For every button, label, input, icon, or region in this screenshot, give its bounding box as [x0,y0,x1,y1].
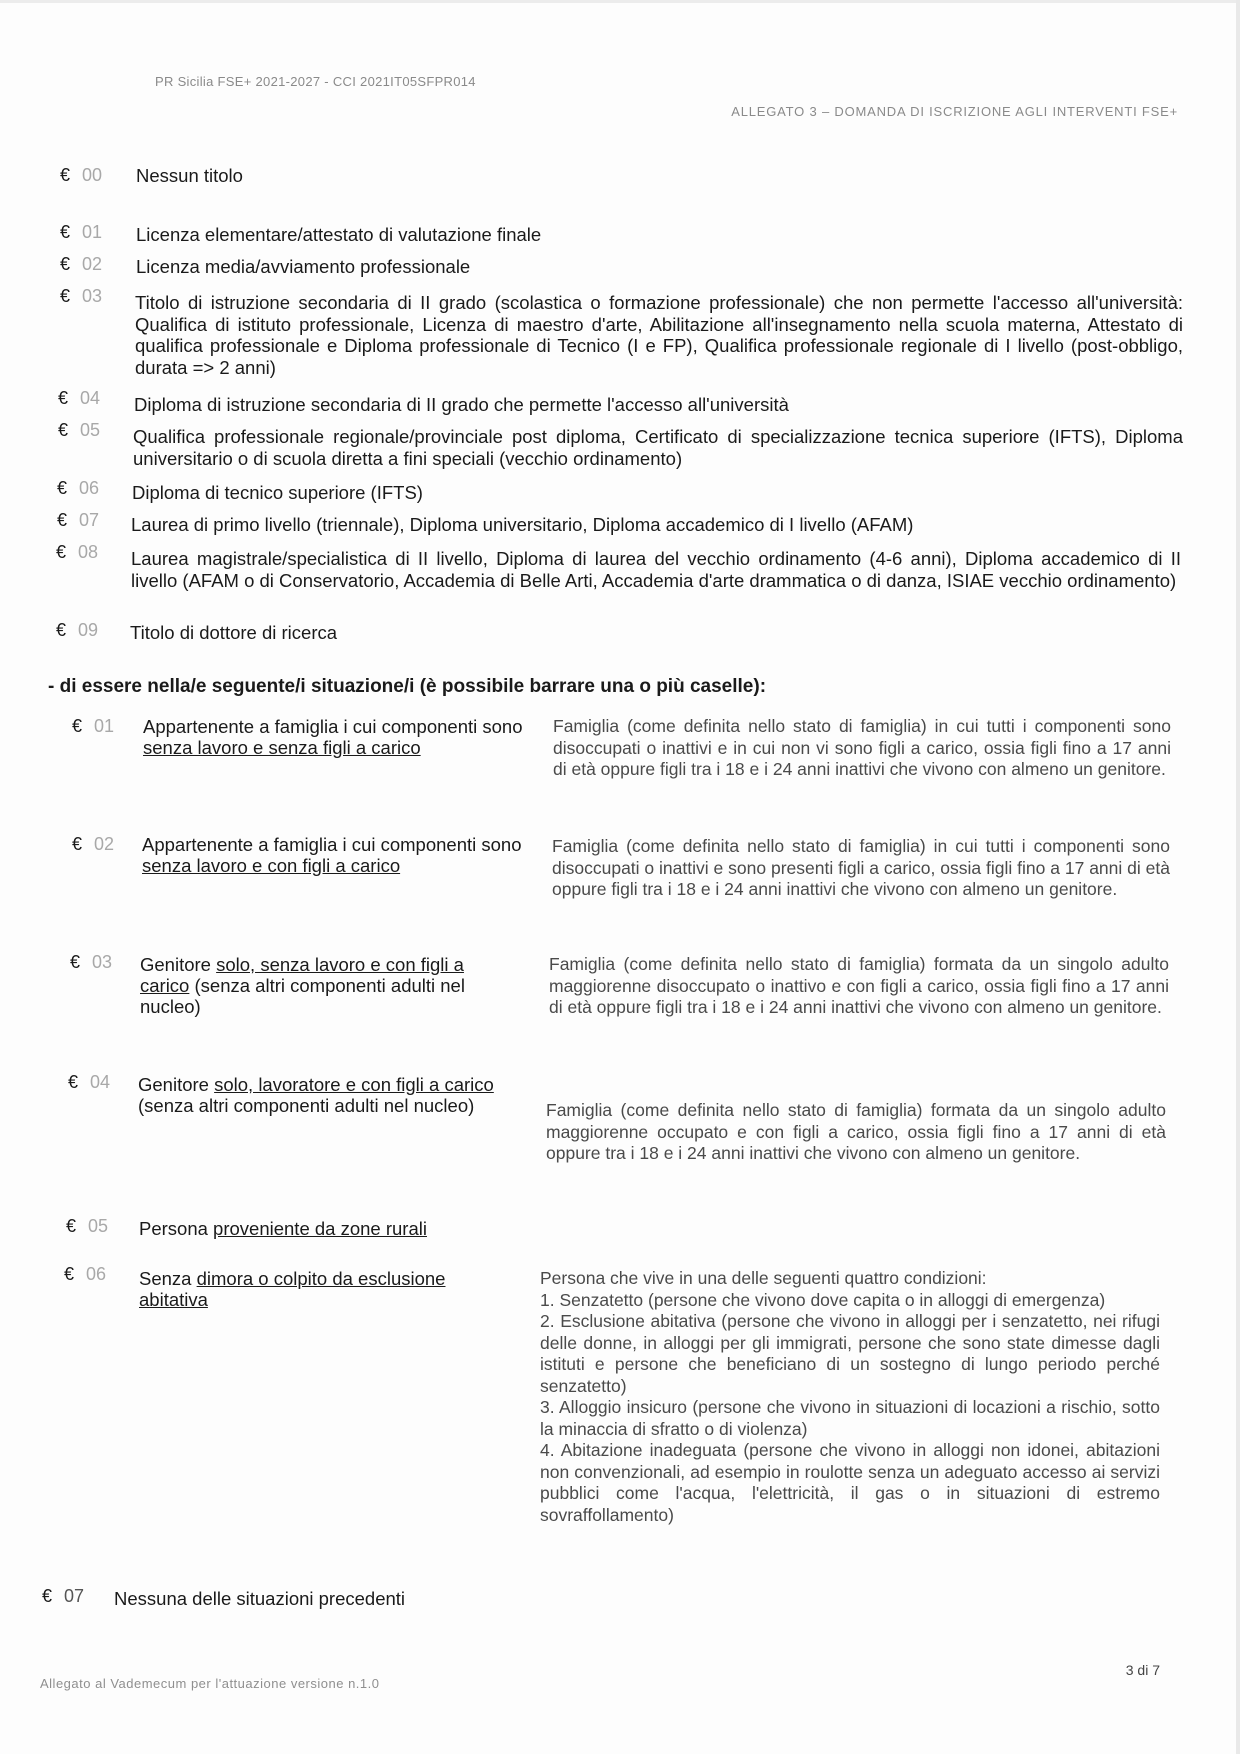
edu-option-text: Laurea di primo livello (triennale), Diploma universitario, Diploma accademico di I livello (AFAM) [131,514,914,535]
option-code: 01 [94,716,115,736]
option-code: 07 [79,510,100,530]
checkbox-edu-09[interactable] [56,620,98,641]
edu-option-text: Titolo di dottore di ricerca [130,622,338,643]
homeless-condition-2: 2. Esclusione abitativa (persone che vivono in alloggi per i senzatetto, nei rifugi delle donne, in alloggi per gli immigrati, persone che sono state dimesse dagli istituti e persone che beneficiano di un sostegno di lungo periodo perché senzatetto) [540,1311,1160,1396]
situation-label: Genitore solo, lavoratore e con figli a carico (senza altri componenti adulti nel nucleo) [138,1074,494,1116]
edu-option-text: Nessun titolo [136,165,243,186]
checkbox-symbol: € [58,420,69,440]
checkbox-edu-05[interactable] [58,420,100,441]
header-attachment-title: ALLEGATO 3 – DOMANDA DI ISCRIZIONE AGLI INTERVENTI FSE+ [731,104,1178,119]
checkbox-symbol: € [64,1264,75,1284]
option-code: 03 [82,286,103,306]
checkbox-edu-08[interactable] [56,542,98,563]
homeless-condition-1: 1. Senzatetto (persone che vivono dove capita o in alloggi di emergenza) [540,1289,1106,1310]
checkbox-symbol: € [72,716,83,736]
footer-note: Allegato al Vademecum per l'attuazione versione n.1.0 [40,1676,380,1691]
edu-option-text: Licenza elementare/attestato di valutazione finale [136,224,542,245]
option-code: 08 [78,542,99,562]
option-code: 04 [80,388,101,408]
checkbox-edu-02[interactable] [60,254,102,275]
checkbox-symbol: € [56,542,67,562]
option-code: 04 [90,1072,111,1092]
homeless-condition-4: 4. Abitazione inadeguata (persone che vivono in alloggi non idonei, abitazioni non convenzionali, ad esempio in roulotte senza un adeguato accesso ai servizi pubblici come l'acqua, l'elettricità, il gas o in situazioni di estremo sovraffollamento) [540,1440,1160,1525]
situation-description: Famiglia (come definita nello stato di famiglia) in cui tutti i componenti sono disoccupati o inattivi e in cui non vi sono figli a carico, ossia figli fino a 17 anni di età oppure figli tra i 18 e i 24 anni inattivi che vivono con almeno un genitore. [553,716,1171,779]
homeless-condition-3: 3. Alloggio insicuro (persone che vivono in situazioni di locazioni a rischio, sotto la minaccia di sfratto o di violenza) [540,1397,1160,1439]
checkbox-symbol: € [70,952,81,972]
checkbox-symbol: € [66,1216,77,1236]
checkbox-edu-00[interactable] [60,165,102,186]
checkbox-symbol: € [68,1072,79,1092]
checkbox-symbol: € [56,620,67,640]
option-code: 06 [79,478,100,498]
option-code: 05 [88,1216,109,1236]
edu-option-text: Licenza media/avviamento professionale [136,256,471,277]
checkbox-symbol: € [60,254,71,274]
edu-option-text: Titolo di istruzione secondaria di II grado (scolastica o formazione professionale) che non permette l'accesso all'università: Qualifica di istituto professionale, Licenza di maestro d'arte, Abilitazione all'insegnamento nella scuola materna, Attestato di qualifica professionale e Diploma professionale di Tecnico (I e FP), Qualifica professionale regionale di I livello (post-obbligo, durata => 2 anni) [135,292,1183,378]
situation-label: Senza dimora o colpito da esclusione abitativa [139,1268,446,1310]
situation-label: Persona proveniente da zone rurali [139,1218,427,1239]
situation-label: Appartenente a famiglia i cui componenti sono senza lavoro e con figli a carico [142,834,522,876]
option-code: 06 [86,1264,107,1284]
option-code: 09 [78,620,99,640]
option-code: 07 [64,1586,85,1606]
option-code: 05 [80,420,101,440]
option-code: 00 [82,165,103,185]
checkbox-edu-07[interactable] [57,510,99,531]
situation-label: Genitore solo, senza lavoro e con figli a carico (senza altri componenti adulti nel nucleo) [140,954,465,1017]
checkbox-symbol: € [58,388,69,408]
checkbox-edu-04[interactable] [58,388,100,409]
checkbox-symbol: € [57,510,68,530]
checkbox-symbol: € [57,478,68,498]
checkbox-sit-06[interactable] [64,1264,106,1285]
checkbox-sit-05[interactable] [66,1216,108,1237]
checkbox-sit-03[interactable] [70,952,112,973]
checkbox-symbol: € [42,1586,53,1606]
scan-top-edge [0,0,1240,3]
checkbox-sit-02[interactable] [72,834,114,855]
checkbox-symbol: € [60,222,71,242]
situation-label: Appartenente a famiglia i cui componenti sono senza lavoro e senza figli a carico [143,716,523,758]
checkbox-edu-01[interactable] [60,222,102,243]
option-code: 01 [82,222,103,242]
checkbox-symbol: € [60,286,71,306]
checkbox-symbol: € [72,834,83,854]
option-code: 02 [82,254,103,274]
edu-option-text: Diploma di istruzione secondaria di II grado che permette l'accesso all'università [134,394,789,415]
checkbox-sit-07[interactable] [42,1586,84,1607]
option-code: 03 [92,952,113,972]
situation-description: Famiglia (come definita nello stato di famiglia) formata da un singolo adulto maggiorenne disoccupato o inattivo e con figli a carico, ossia figli fino a 17 anni di età oppure figli tra i 18 e i 24 anni inattivi che vivono con almeno un genitore. [549,954,1169,1017]
edu-option-text: Qualifica professionale regionale/provinciale post diploma, Certificato di specializzazione tecnica superiore (IFTS), Diploma universitario o di scuola diretta a fini speciali (vecchio ordinamento) [133,426,1183,469]
header-program: PR Sicilia FSE+ 2021-2027 - CCI 2021IT05SFPR014 [155,74,476,89]
checkbox-sit-04[interactable] [68,1072,110,1093]
option-code: 02 [94,834,115,854]
page-number: 3 di 7 [1125,1662,1160,1678]
situation-description: Famiglia (come definita nello stato di famiglia) formata da un singolo adulto maggiorenne occupato e con figli a carico, ossia figli fino a 17 anni di età oppure tra i 18 e i 24 anni inattivi che vivono con almeno un genitore. [546,1100,1166,1163]
situation-label: Nessuna delle situazioni precedenti [114,1588,406,1609]
section-title: - di essere nella/e seguente/i situazione/i (è possibile barrare una o più caselle): [48,676,767,697]
checkbox-edu-06[interactable] [57,478,99,499]
edu-option-text: Diploma di tecnico superiore (IFTS) [132,482,423,503]
checkbox-edu-03[interactable] [60,286,102,307]
scan-right-edge [1236,0,1240,1754]
homeless-intro: Persona che vive in una delle seguenti quattro condizioni: [540,1268,987,1288]
situation-description-list [540,1268,1160,1526]
checkbox-symbol: € [60,165,71,185]
situation-description: Famiglia (come definita nello stato di famiglia) in cui tutti i componenti sono disoccupati o inattivi e sono presenti figli a carico, ossia figli fino a 17 anni di età oppure figli tra i 18 e i 24 anni inattivi che vivono con almeno un genitore. [552,836,1170,899]
edu-option-text: Laurea magistrale/specialistica di II livello, Diploma di laurea del vecchio ordinamento (4-6 anni), Diploma accademico di II livello (AFAM o di Conservatorio, Accademia di Belle Arti, Accademia d'arte drammatica o di danza, ISIAE vecchio ordinamento) [131,548,1181,591]
checkbox-sit-01[interactable] [72,716,114,737]
